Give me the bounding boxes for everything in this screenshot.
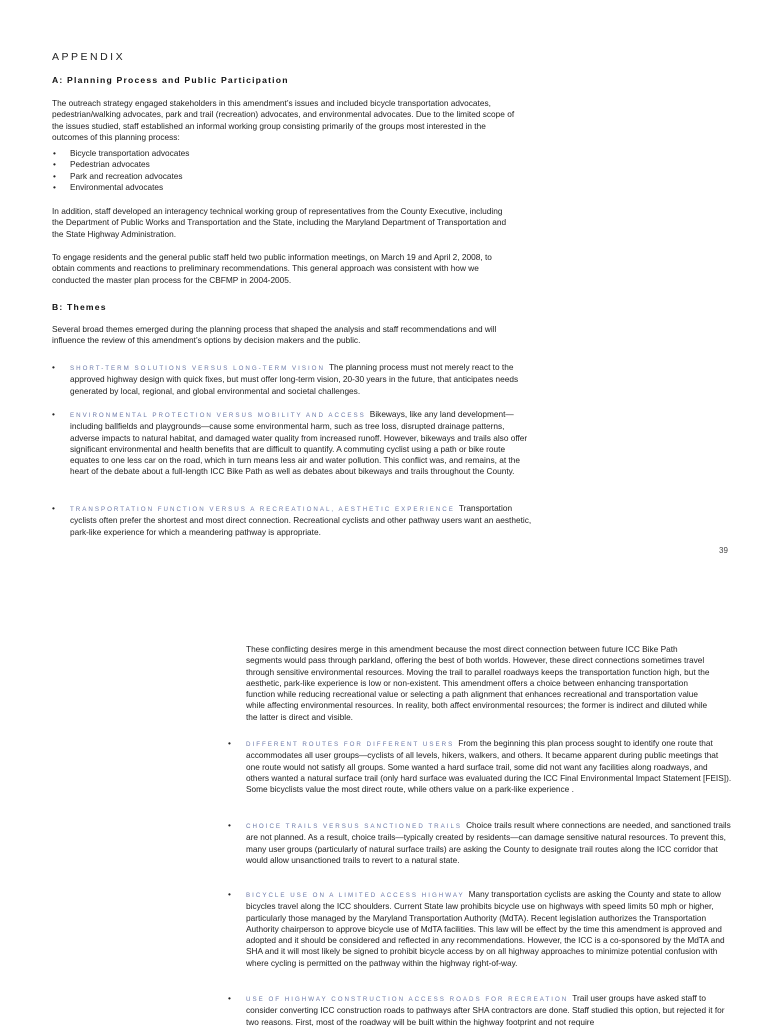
theme-item <box>52 362 530 397</box>
theme-text: Many transportation cyclists are asking the County and state to allow bicycles travel along the ICC shoulders. Current State law prohibits bicycle use on highways with speed limits 50 mph or higher, particularly those managed by the Maryland Transportation Authority (MdTA). Recent legislation authorizes the Transportation Authority chairperson to approve bicycle use of MdTA facilities. This law will be effect by the time this amendment is approved and adopted and it should be considered and reflected in any recommendations. However, the ICC is a co-sponsored by the MdTA and SHA and it will most likely be signed to prohibit bicycle access by on all highway approaches to minimize potential confusion with where cycling is permitted on the pathway within the highway right-of-way. <box>246 889 725 968</box>
list-item: • Environmental advocates <box>52 182 189 193</box>
meetings-paragraph: To engage residents and the general public staff held two public information meetings, on March 19 and April 2, 2008, to obtain comments and reactions to preliminary recommendations. This general approach was consistent with how we conducted the master plan process for the CBFMP in 2004-2005. <box>52 252 492 285</box>
theme-lead: SHORT-TERM SOLUTIONS VERSUS LONG-TERM VISION <box>70 365 325 372</box>
theme-text: From the beginning this plan process sought to identify one route that accommodates all user groups—cyclists of all levels, hikers, walkers, and others. It became apparent during public meetings that one route would not satisfy all groups. Some wanted a hard surface trail, some did not want any facilities along roadways, and others wanted a natural surface trail (only hard surface was evaluated during the ICC Final Environmental Impact Statement [FEIS]). Some bicyclists value the most direct route, while others value on a park-like experience . <box>246 738 732 795</box>
interagency-paragraph: In addition, staff developed an interagency technical working group of representatives from the County Executive, including the Department of Public Works and Transportation and the State, including the Maryland Department of Transportation and the State Highway Administration. <box>52 206 507 239</box>
page-number: 39 <box>719 546 728 555</box>
theme-text: Choice trails result where connections are needed, and sanctioned trails are not planned. As a result, choice trails—typically created by residents—can damage sensitive natural resources. To prevent this, many user groups (particularly of natural surface trails) are asking the County to designate trail routes along the ICC corridor that would allow unsanctioned trails to revert to a natural state. <box>246 820 731 865</box>
theme-item <box>52 409 532 478</box>
bullet-icon: • <box>228 738 231 748</box>
list-item: • Bicycle transportation advocates <box>52 148 189 159</box>
theme-lead: TRANSPORTATION FUNCTION VERSUS A RECREATIONAL, AESTHETIC EXPERIENCE <box>70 506 455 513</box>
list-item: • Park and recreation advocates <box>52 171 189 182</box>
bullet-icon: • <box>228 820 231 830</box>
page-40 <box>0 590 768 1027</box>
bullet-icon: • <box>228 889 231 899</box>
theme-text: The planning process must not merely react to the approved highway design with quick fixes, but must offer long-term vision, 20-30 years in the future, that anticipates needs generated by local, regional, and global environmental and societal challenges. <box>70 362 519 396</box>
theme-item <box>228 993 732 1028</box>
list-item: • Pedestrian advocates <box>52 159 189 170</box>
theme-lead: DIFFERENT ROUTES FOR DIFFERENT USERS <box>246 741 455 748</box>
theme-item <box>228 889 732 969</box>
theme-item <box>228 738 732 795</box>
theme-item <box>228 820 732 866</box>
bullet-icon: • <box>52 362 55 372</box>
theme-lead: ENVIRONMENTAL PROTECTION VERSUS MOBILITY AND ACCESS <box>70 412 366 419</box>
intro-paragraph: The outreach strategy engaged stakeholders in this amendment’s issues and included bicycle transportation advocates, pedestrian/walking advocates, park and trail (recreation) advocates, and environmental advocates. Due to the limited scope of the issues studied, staff established an informal working group consisting primarily of the groups most interested in the outcomes of this planning process: <box>52 98 515 142</box>
bullet-icon: • <box>52 409 55 419</box>
appendix-title: APPENDIX <box>52 51 126 63</box>
bullet-icon: • <box>228 993 231 1003</box>
themes-intro-paragraph: Several broad themes emerged during the planning process that shaped the analysis and staff recommendations and will influence the review of this amendment’s options by decision makers and the public. <box>52 324 497 346</box>
bullet-icon: • <box>52 503 55 513</box>
theme-lead: BICYCLE USE ON A LIMITED ACCESS HIGHWAY <box>246 892 465 899</box>
stakeholder-group-list <box>52 148 189 193</box>
section-a-heading: A: Planning Process and Public Participation <box>52 75 289 85</box>
theme-lead: USE OF HIGHWAY CONSTRUCTION ACCESS ROADS FOR RECREATION <box>246 996 569 1003</box>
theme-item <box>52 503 532 538</box>
theme-text: Transportation cyclists often prefer the shortest and most direct connection. Recreational cyclists and other pathway users want an aesthetic, park-like experience for which a meandering pathway is appropriate. <box>70 503 532 537</box>
section-b-heading: B: Themes <box>52 302 107 312</box>
theme-text: Trail user groups have asked staff to consider converting ICC construction roads to pathways after SHA contractors are done. Staff studied this option, but rejected it for two reasons. First, most of the roadway will be built within the highway footprint and not require <box>246 993 725 1027</box>
theme-lead: CHOICE TRAILS VERSUS SANCTIONED TRAILS <box>246 823 463 830</box>
theme-text: Bikeways, like any land development—including ballfields and playgrounds—cause some environmental harm, such as tree loss, disrupted drainage patterns, adverse impacts to natural habitat, and damaged water quality from increased runoff. However, bikeways and trails also offer significant environmental and health benefits that are difficult to quantify. A commuting cyclist using a path or bike route equates to one less car on the road, which in turn means less air and water pollution. This conflict was, and remains, at the heart of the debate about a full-length ICC Bike Path as well as debates about bikeways and trails throughout the County. <box>70 409 528 477</box>
conflict-paragraph: These conflicting desires merge in this amendment because the most direct connection between future ICC Bike Path segments would pass through parkland, offering the best of both worlds. However, these direct connections sometimes travel through sensitive environmental resources. Moving the trail to parallel roadways keeps the transportation function high, but the aesthetic, park-like experience is low or non-existent. This amendment offers a choice between enhancing transportation function while reducing recreational value or selecting a path alignment that enhances recreational and transportation value while affecting environmental resources. In reality, both affect environmental resources; the former is indirect and diluted while the latter is direct and visible. <box>246 644 710 722</box>
